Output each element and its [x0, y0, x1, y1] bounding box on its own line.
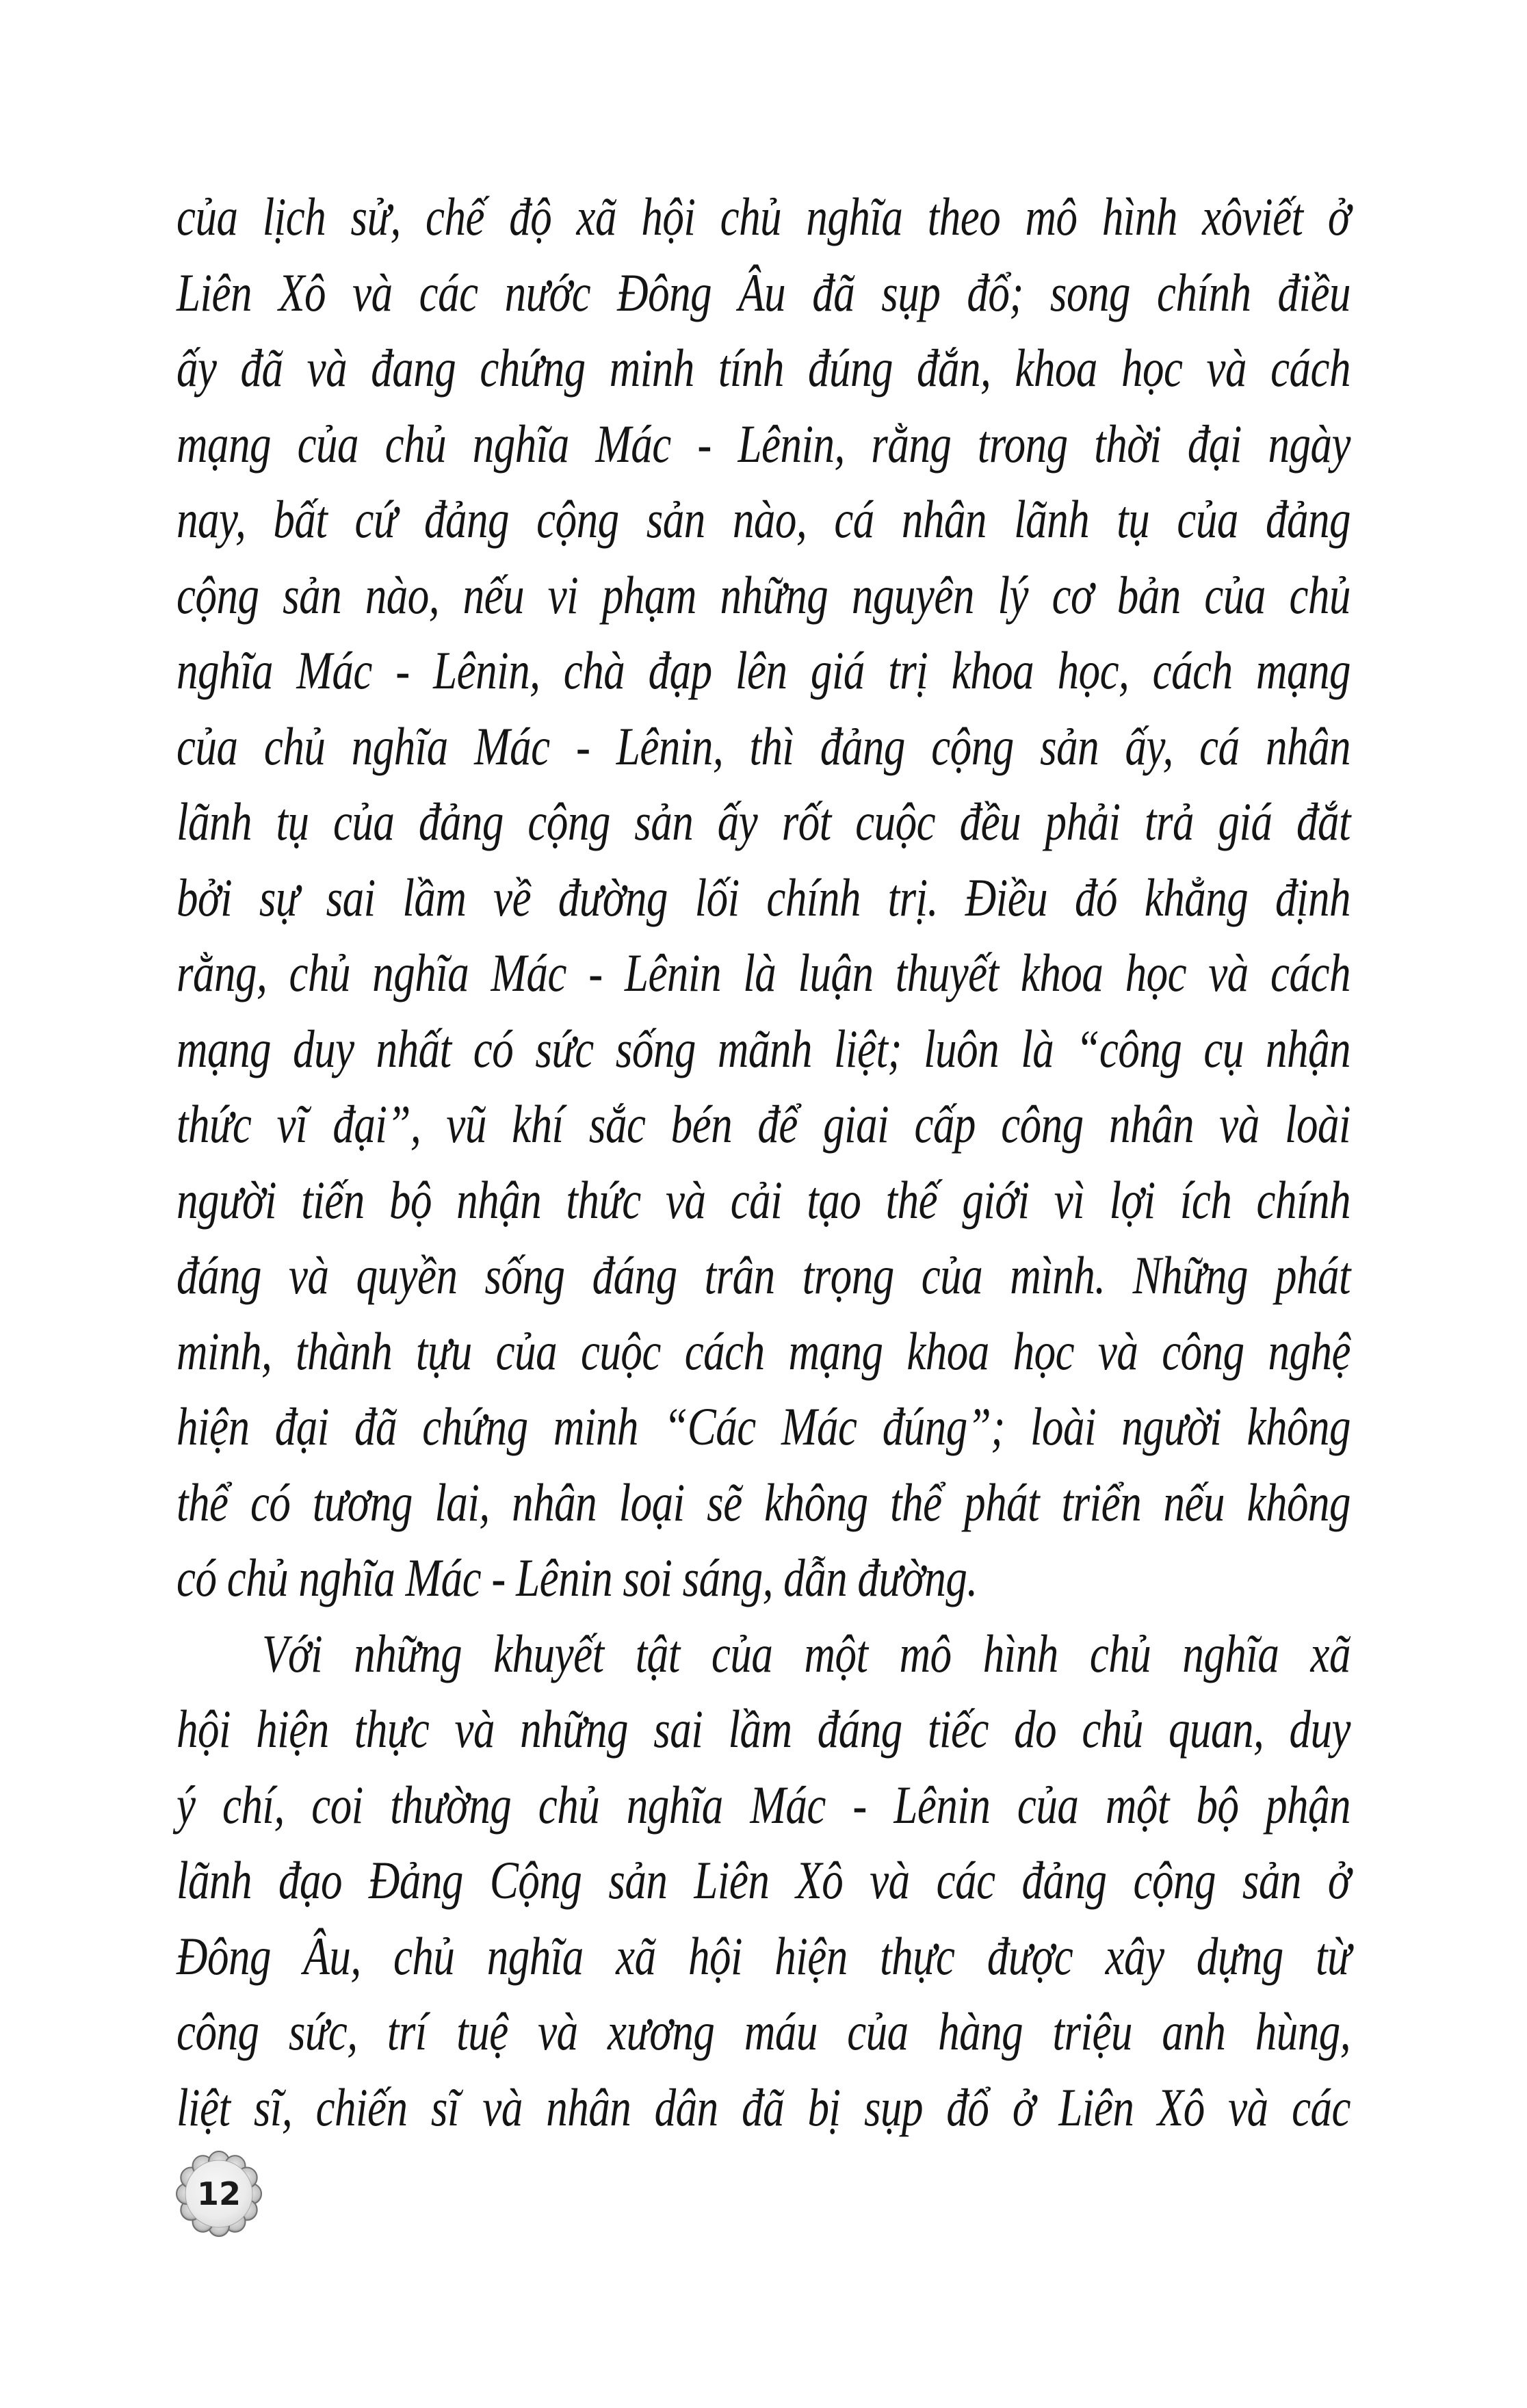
text-line: ý chí, coi thường chủ nghĩa Mác - Lênin của một bộ phận [177, 1775, 1350, 1835]
text-line: công sức, trí tuệ và xương máu của hàng triệu anh hùng, [177, 2002, 1350, 2062]
text-line: mạng của chủ nghĩa Mác - Lênin, rằng trong thời đại ngày [177, 414, 1350, 474]
text-line: ấy đã và đang chứng minh tính đúng đắn, khoa học và cách [177, 338, 1350, 398]
text-line: minh, thành tựu của cuộc cách mạng khoa học và công nghệ [177, 1321, 1350, 1381]
text-line: Đông Âu, chủ nghĩa xã hội hiện thực được xây dựng từ [177, 1926, 1350, 1986]
text-line: hiện đại đã chứng minh “Các Mác đúng”; loài người không [177, 1397, 1350, 1457]
body-text [177, 179, 1350, 2145]
text-line: hội hiện thực và những sai lầm đáng tiếc do chủ quan, duy [177, 1699, 1350, 1759]
text-line: có chủ nghĩa Mác - Lênin soi sáng, dẫn đường. [177, 1548, 978, 1608]
text-line: của lịch sử, chế độ xã hội chủ nghĩa theo mô hình xôviết ở [177, 187, 1350, 247]
text-line: lãnh tụ của đảng cộng sản ấy rốt cuộc đều phải trả giá đắt [177, 792, 1350, 852]
text-line: bởi sự sai lầm về đường lối chính trị. Điều đó khẳng định [177, 868, 1350, 927]
text-line: cộng sản nào, nếu vi phạm những nguyên lý cơ bản của chủ [177, 565, 1350, 625]
text-line: liệt sĩ, chiến sĩ và nhân dân đã bị sụp đổ ở Liên Xô và các [177, 2077, 1350, 2137]
text-line: thức vĩ đại”, vũ khí sắc bén để giai cấp công nhân và loài [177, 1094, 1350, 1154]
text-line: rằng, chủ nghĩa Mác - Lênin là luận thuyết khoa học và cách [177, 943, 1350, 1003]
page-number: 12 [196, 2175, 242, 2212]
text-line: mạng duy nhất có sức sống mãnh liệt; luôn là “công cụ nhận [177, 1019, 1350, 1078]
text-line: của chủ nghĩa Mác - Lênin, thì đảng cộng sản ấy, cá nhân [177, 716, 1350, 776]
text-line: đáng và quyền sống đáng trân trọng của mình. Những phát [177, 1245, 1350, 1306]
text-line: Với những khuyết tật của một mô hình chủ nghĩa xã [262, 1624, 1350, 1683]
text-line: nay, bất cứ đảng cộng sản nào, cá nhân lãnh tụ của đảng [177, 489, 1350, 549]
text-line: Liên Xô và các nước Đông Âu đã sụp đổ; song chính điều [177, 263, 1350, 322]
page-number-badge [175, 2150, 263, 2238]
text-line: thể có tương lai, nhân loại sẽ không thể phát triển nếu không [177, 1473, 1350, 1532]
text-line: người tiến bộ nhận thức và cải tạo thế giới vì lợi ích chính [177, 1170, 1350, 1230]
text-line: lãnh đạo Đảng Cộng sản Liên Xô và các đảng cộng sản ở [177, 1850, 1350, 1911]
text-line: nghĩa Mác - Lênin, chà đạp lên giá trị khoa học, cách mạng [177, 640, 1350, 701]
